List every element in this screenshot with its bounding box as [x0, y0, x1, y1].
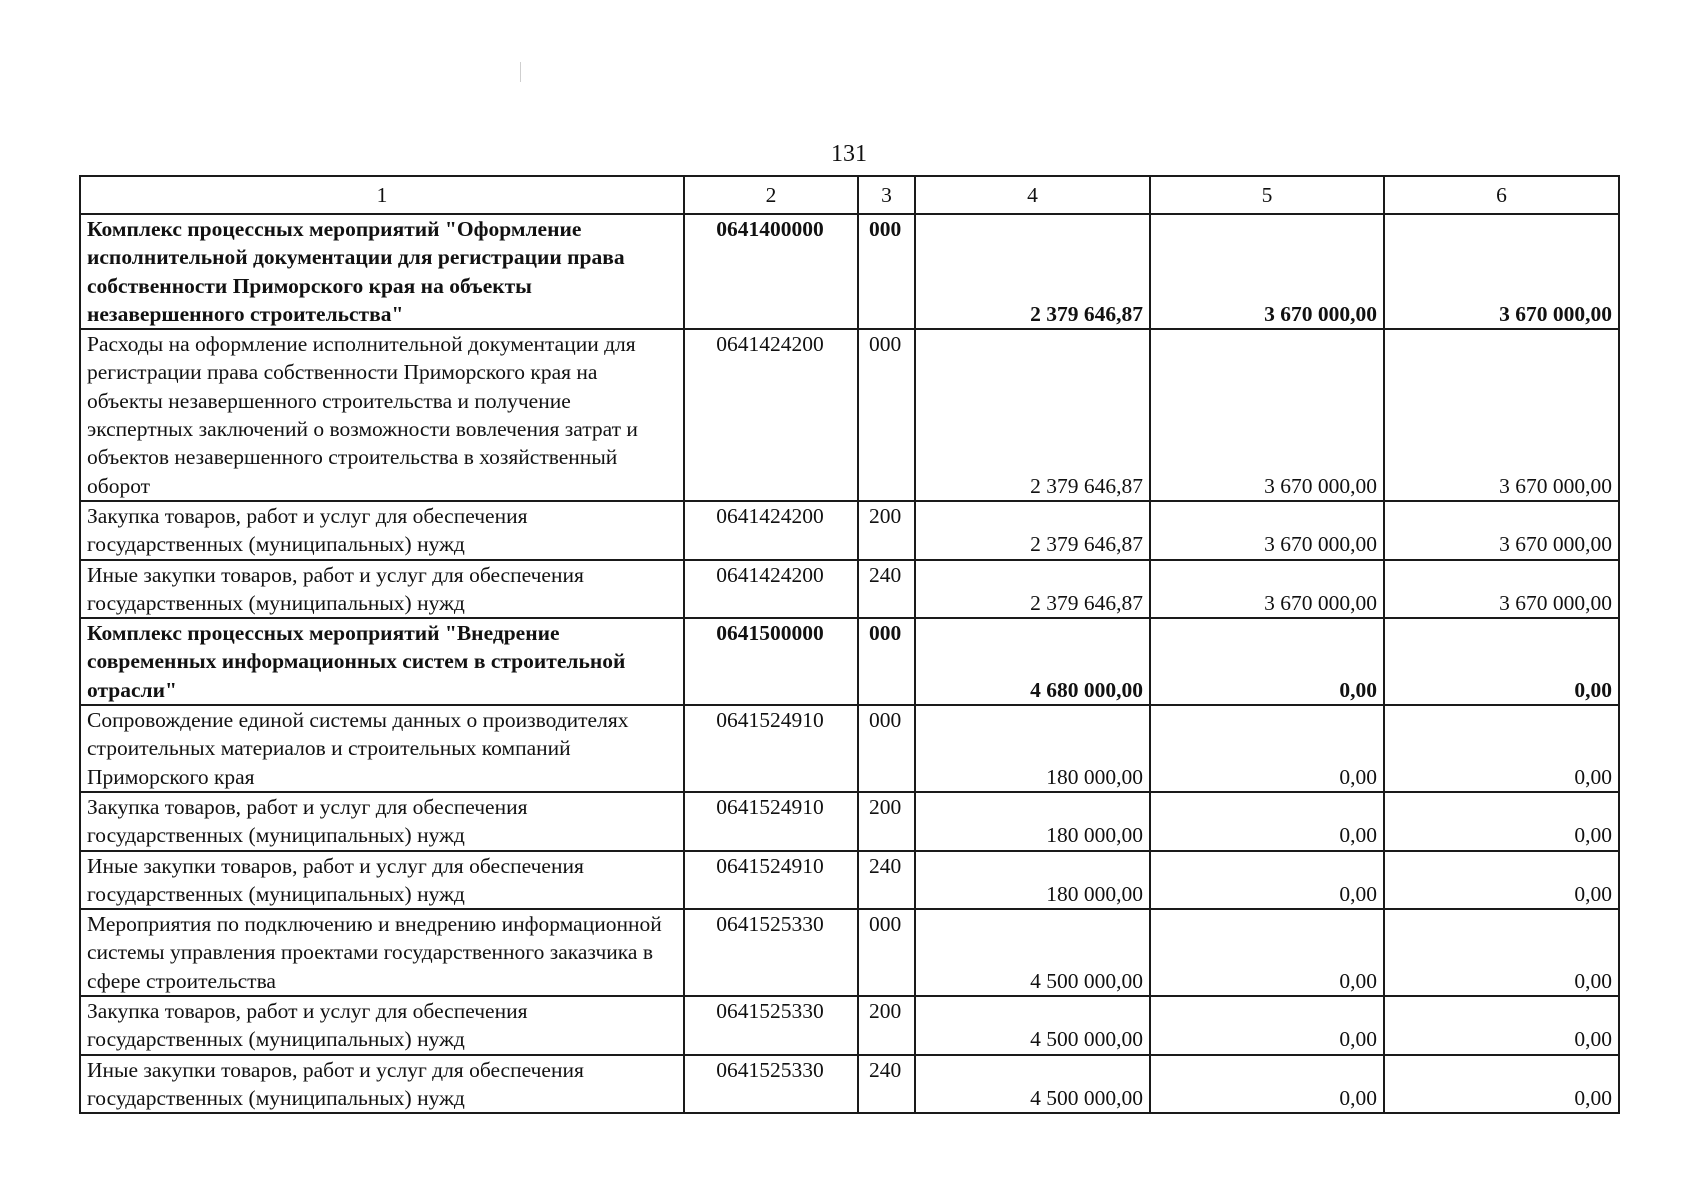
row-code: 0641525330 — [684, 1055, 858, 1114]
row-kind: 000 — [858, 214, 915, 329]
row-amount-6: 0,00 — [1384, 996, 1619, 1055]
row-amount-5: 0,00 — [1150, 618, 1384, 705]
row-amount-5: 0,00 — [1150, 996, 1384, 1055]
row-kind: 240 — [858, 851, 915, 910]
row-amount-5: 0,00 — [1150, 1055, 1384, 1114]
row-amount-6: 0,00 — [1384, 705, 1619, 792]
row-name: Иные закупки товаров, работ и услуг для обеспечения государственных (муниципальных) нужд — [80, 851, 684, 910]
row-code: 0641524910 — [684, 851, 858, 910]
table-row — [80, 705, 1619, 792]
table-row — [80, 560, 1619, 619]
row-amount-6: 3 670 000,00 — [1384, 329, 1619, 501]
column-header: 6 — [1384, 176, 1619, 214]
column-header: 1 — [80, 176, 684, 214]
scan-speck — [520, 62, 521, 82]
row-name: Закупка товаров, работ и услуг для обеспечения государственных (муниципальных) нужд — [80, 996, 684, 1055]
row-code: 0641500000 — [684, 618, 858, 705]
table-body — [80, 176, 1619, 1113]
row-amount-5: 0,00 — [1150, 909, 1384, 996]
row-amount-6: 0,00 — [1384, 909, 1619, 996]
row-amount-4: 180 000,00 — [915, 792, 1150, 851]
row-name: Мероприятия по подключению и внедрению информационной системы управления проектами государственного заказчика в сфере строительства — [80, 909, 684, 996]
row-amount-5: 0,00 — [1150, 851, 1384, 910]
row-kind: 000 — [858, 618, 915, 705]
row-amount-4: 180 000,00 — [915, 705, 1150, 792]
row-amount-4: 4 680 000,00 — [915, 618, 1150, 705]
row-code: 0641424200 — [684, 329, 858, 501]
table-row — [80, 996, 1619, 1055]
row-code: 0641424200 — [684, 501, 858, 560]
row-amount-5: 3 670 000,00 — [1150, 214, 1384, 329]
row-name: Иные закупки товаров, работ и услуг для обеспечения государственных (муниципальных) нужд — [80, 1055, 684, 1114]
table-row — [80, 851, 1619, 910]
row-name: Сопровождение единой системы данных о производителях строительных материалов и строительных компаний Приморского края — [80, 705, 684, 792]
row-kind: 200 — [858, 792, 915, 851]
row-amount-5: 3 670 000,00 — [1150, 329, 1384, 501]
row-kind: 200 — [858, 501, 915, 560]
row-amount-6: 3 670 000,00 — [1384, 501, 1619, 560]
row-kind: 000 — [858, 705, 915, 792]
column-header: 3 — [858, 176, 915, 214]
table-row — [80, 1055, 1619, 1114]
budget-table — [79, 175, 1620, 1114]
table-row — [80, 501, 1619, 560]
row-amount-6: 0,00 — [1384, 851, 1619, 910]
row-name: Расходы на оформление исполнительной документации для регистрации права собственности Приморского края на объекты незавершенного строительства и получение экспертных заключений о возможности вовлечения затрат и объектов незавершенного строительства в хозяйственный оборот — [80, 329, 684, 501]
row-name: Закупка товаров, работ и услуг для обеспечения государственных (муниципальных) нужд — [80, 792, 684, 851]
row-code: 0641525330 — [684, 996, 858, 1055]
page-number: 131 — [831, 141, 867, 167]
table-header-row — [80, 176, 1619, 214]
row-amount-4: 2 379 646,87 — [915, 214, 1150, 329]
row-amount-6: 3 670 000,00 — [1384, 560, 1619, 619]
row-amount-6: 3 670 000,00 — [1384, 214, 1619, 329]
row-amount-6: 0,00 — [1384, 1055, 1619, 1114]
row-amount-5: 0,00 — [1150, 792, 1384, 851]
row-amount-4: 4 500 000,00 — [915, 996, 1150, 1055]
row-amount-5: 3 670 000,00 — [1150, 501, 1384, 560]
row-amount-5: 3 670 000,00 — [1150, 560, 1384, 619]
table-row — [80, 792, 1619, 851]
row-code: 0641424200 — [684, 560, 858, 619]
row-name: Закупка товаров, работ и услуг для обеспечения государственных (муниципальных) нужд — [80, 501, 684, 560]
row-amount-5: 0,00 — [1150, 705, 1384, 792]
row-kind: 000 — [858, 329, 915, 501]
row-kind: 000 — [858, 909, 915, 996]
row-kind: 200 — [858, 996, 915, 1055]
table-row — [80, 909, 1619, 996]
row-code: 0641400000 — [684, 214, 858, 329]
row-code: 0641524910 — [684, 705, 858, 792]
row-kind: 240 — [858, 1055, 915, 1114]
row-amount-6: 0,00 — [1384, 792, 1619, 851]
row-name: Комплекс процессных мероприятий "Оформление исполнительной документации для регистрации права собственности Приморского края на объекты незавершенного строительства" — [80, 214, 684, 329]
row-amount-4: 4 500 000,00 — [915, 1055, 1150, 1114]
column-header: 4 — [915, 176, 1150, 214]
row-amount-6: 0,00 — [1384, 618, 1619, 705]
row-amount-4: 180 000,00 — [915, 851, 1150, 910]
table-row — [80, 214, 1619, 329]
row-code: 0641524910 — [684, 792, 858, 851]
table-row — [80, 618, 1619, 705]
row-name: Комплекс процессных мероприятий "Внедрение современных информационных систем в строительной отрасли" — [80, 618, 684, 705]
column-header: 2 — [684, 176, 858, 214]
row-kind: 240 — [858, 560, 915, 619]
row-amount-4: 2 379 646,87 — [915, 329, 1150, 501]
row-amount-4: 4 500 000,00 — [915, 909, 1150, 996]
column-header: 5 — [1150, 176, 1384, 214]
row-code: 0641525330 — [684, 909, 858, 996]
row-amount-4: 2 379 646,87 — [915, 560, 1150, 619]
row-name: Иные закупки товаров, работ и услуг для обеспечения государственных (муниципальных) нужд — [80, 560, 684, 619]
row-amount-4: 2 379 646,87 — [915, 501, 1150, 560]
table-row — [80, 329, 1619, 501]
